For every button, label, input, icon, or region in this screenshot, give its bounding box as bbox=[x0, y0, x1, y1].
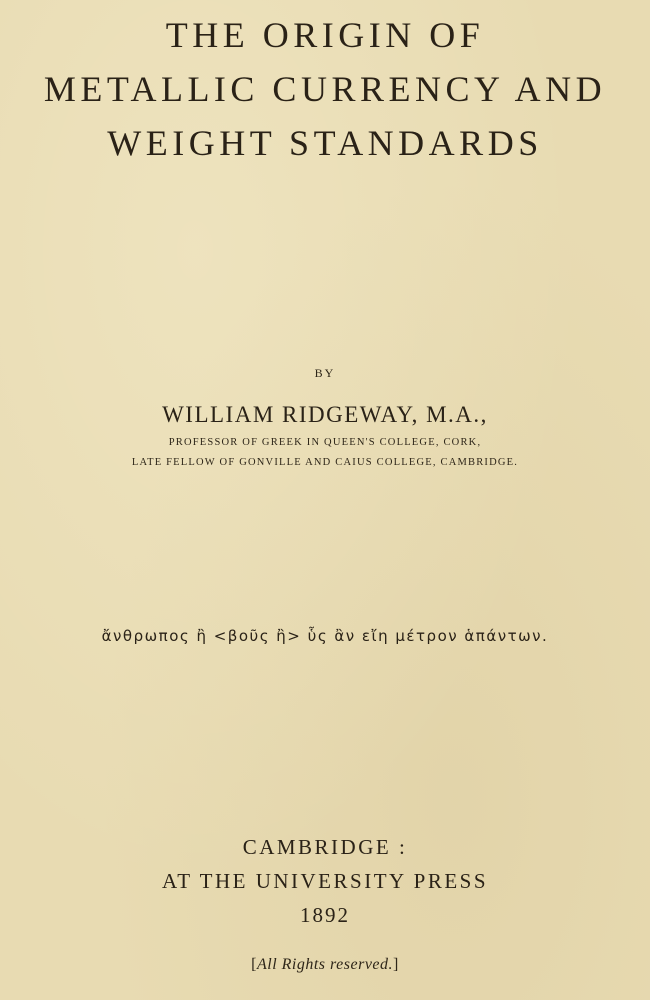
greek-epigraph: ἄνθρωπος ἢ <βοῦς ἢ> ὗς ἂν εἴη μέτρον ἁπάντων. bbox=[101, 627, 549, 645]
affiliation-line-1: PROFESSOR OF GREEK IN QUEEN'S COLLEGE, CORK, bbox=[168, 437, 482, 448]
imprint-year: 1892 bbox=[300, 903, 350, 927]
imprint-press: AT THE UNIVERSITY PRESS bbox=[161, 869, 489, 893]
title-line-2: METALLIC CURRENCY AND bbox=[43, 69, 607, 109]
rights-notice bbox=[0, 956, 650, 974]
author-name: WILLIAM RIDGEWAY, M.A., bbox=[162, 402, 488, 427]
by-label: BY bbox=[314, 366, 336, 380]
affiliation-line-2: LATE FELLOW OF GONVILLE AND CAIUS COLLEGE, CAMBRIDGE. bbox=[131, 457, 519, 468]
rights-close-bracket: ] bbox=[393, 956, 399, 973]
title-line-3: WEIGHT STANDARDS bbox=[107, 123, 543, 163]
rights-text: All Rights reserved. bbox=[256, 956, 394, 973]
imprint-place: CAMBRIDGE : bbox=[242, 835, 408, 859]
rights-open-bracket: [ bbox=[251, 956, 257, 973]
title-line-1: THE ORIGIN OF bbox=[165, 15, 485, 55]
